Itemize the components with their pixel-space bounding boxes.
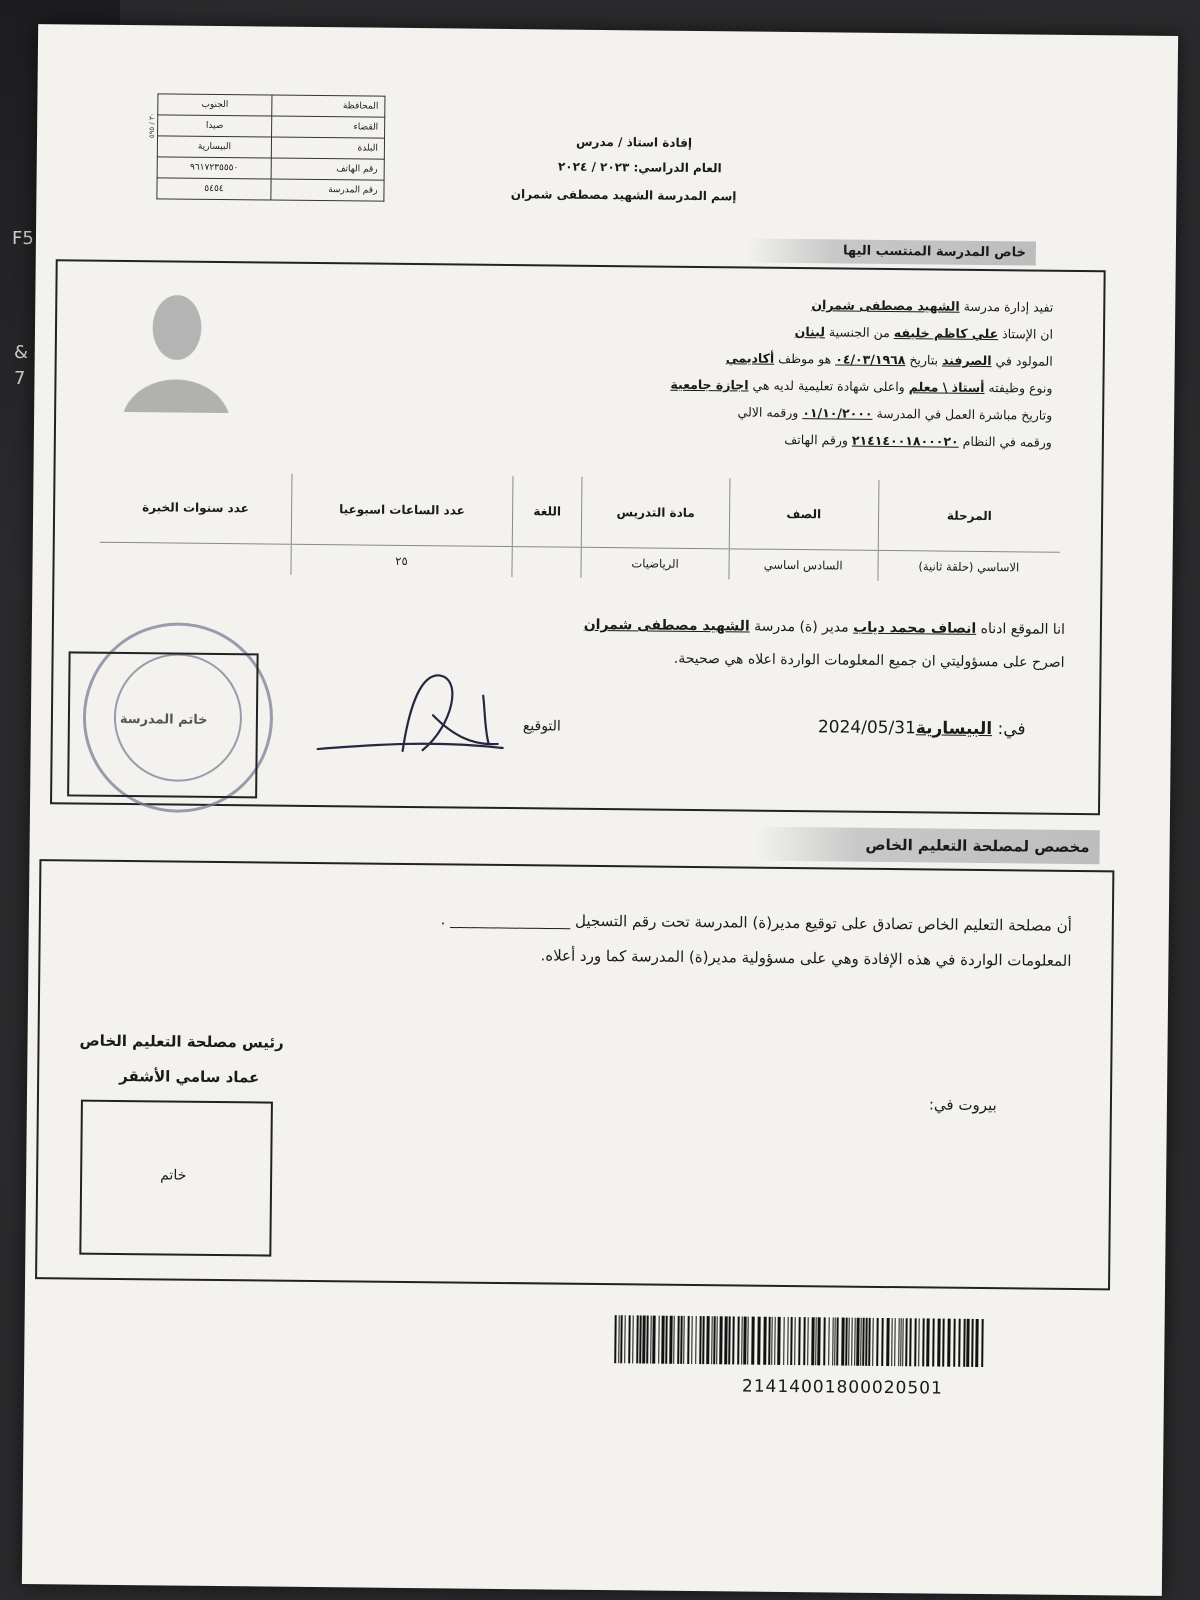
barcode-bar bbox=[966, 1319, 970, 1367]
info-label: القضاء bbox=[272, 116, 385, 138]
barcode-bar bbox=[909, 1318, 912, 1366]
section-school-title: خاص المدرسة المنتسب اليها bbox=[746, 238, 1036, 265]
teaching-header: مادة التدريس bbox=[581, 477, 729, 549]
barcode-bar bbox=[932, 1319, 935, 1367]
barcode-bar bbox=[947, 1319, 951, 1367]
barcode-bar bbox=[905, 1318, 908, 1366]
barcode-bar bbox=[658, 1316, 660, 1364]
info-row bbox=[158, 115, 385, 138]
barcode-bar bbox=[673, 1316, 675, 1364]
school-stamp-label: خاتم المدرسة bbox=[119, 711, 208, 728]
barcode-bar bbox=[958, 1319, 961, 1367]
cert-line-2: ان الإستاذ علي كاظم خليفه من الجنسية لبنان bbox=[794, 324, 1054, 342]
barcode-bar bbox=[971, 1319, 974, 1367]
ministry-stamp-label: خاتم bbox=[160, 1167, 187, 1184]
barcode-bar bbox=[771, 1317, 773, 1365]
declaration-place-date: 2024/05/31 في: البيسارية bbox=[817, 717, 1026, 740]
barcode-bar bbox=[695, 1316, 697, 1364]
barcode-bar bbox=[918, 1318, 920, 1366]
barcode-bar bbox=[798, 1317, 801, 1365]
barcode-bar bbox=[902, 1318, 904, 1366]
barcode-bar bbox=[891, 1318, 893, 1366]
teaching-table bbox=[99, 472, 1060, 583]
barcode-bar bbox=[894, 1318, 896, 1366]
school-stamp-box bbox=[67, 651, 259, 798]
school-section-box bbox=[50, 259, 1106, 815]
barcode-bar bbox=[811, 1317, 815, 1365]
barcode-bar bbox=[848, 1318, 850, 1366]
barcode-bar bbox=[683, 1316, 685, 1364]
teaching-cell: الرياضيات bbox=[581, 547, 729, 579]
barcode-bar bbox=[724, 1316, 728, 1364]
barcode-bar bbox=[794, 1317, 796, 1365]
cert-line-5: وتاريخ مباشرة العمل في المدرسة ٠١/١٠/٢٠٠٠ ورقمه الالي bbox=[737, 404, 1053, 423]
barcode-bar bbox=[747, 1317, 749, 1365]
info-value: صيدا bbox=[158, 115, 272, 137]
teaching-cell bbox=[99, 542, 291, 575]
teaching-header: اللغة bbox=[512, 476, 582, 547]
barcode-bar bbox=[624, 1315, 626, 1363]
barcode-bar bbox=[620, 1315, 623, 1363]
barcode bbox=[614, 1315, 1074, 1368]
head-title: رئيس مصلحة التعليم الخاص bbox=[79, 1031, 284, 1052]
head-name: عماد سامي الأشقر bbox=[119, 1066, 260, 1087]
barcode-bar bbox=[763, 1317, 767, 1365]
barcode-bar bbox=[706, 1316, 710, 1364]
barcode-bar bbox=[886, 1318, 890, 1366]
barcode-bar bbox=[751, 1317, 755, 1365]
teaching-header: الصف bbox=[729, 478, 878, 550]
cert-line-6: ورقمه في النظام ٢١٤١٤٠٠١٨٠٠٠٢٠ ورقم الهاتف bbox=[784, 431, 1052, 450]
info-row bbox=[157, 178, 384, 201]
school-info-table bbox=[156, 93, 385, 201]
cert-line-4: ونوع وظيفته أستاذ \ معلم واعلى شهادة تعليمية لديه هي اجازة جامعية bbox=[670, 376, 1053, 396]
section-ministry-title: مخصص لمصلحة التعليم الخاص bbox=[754, 827, 1099, 865]
ministry-line-1: أن مصلحة التعليم الخاص تصادق على توقيع مدير(ة) المدرسة تحت رقم التسجيل ________________ . bbox=[440, 910, 1072, 935]
barcode-bar bbox=[841, 1318, 845, 1366]
beirut-date-label: بيروت في: bbox=[928, 1095, 997, 1115]
barcode-bar bbox=[652, 1316, 656, 1364]
barcode-bar bbox=[823, 1317, 826, 1365]
barcode-bar bbox=[942, 1319, 945, 1367]
barcode-bar bbox=[646, 1316, 649, 1364]
barcode-bar bbox=[881, 1318, 884, 1366]
school-name-header: إسم المدرسة الشهيد مصطفى شمران bbox=[510, 187, 737, 204]
cert-line-1: تفيد إدارة مدرسة الشهيد مصطفى شمران bbox=[811, 297, 1054, 315]
barcode-bar bbox=[803, 1317, 806, 1365]
barcode-bar bbox=[787, 1317, 789, 1365]
key-7-label: & 7 bbox=[14, 342, 29, 389]
info-row bbox=[158, 94, 385, 117]
teaching-cell: ٢٥ bbox=[291, 544, 513, 577]
barcode-bar bbox=[614, 1315, 617, 1363]
info-row bbox=[157, 157, 384, 180]
barcode-bar bbox=[719, 1316, 723, 1364]
info-label: المحافظة bbox=[272, 95, 385, 117]
barcode-bar bbox=[687, 1316, 690, 1364]
barcode-bar bbox=[665, 1316, 668, 1364]
teaching-cell: السادس اساسي bbox=[729, 549, 878, 581]
academic-year: العام الدراسي: ٢٠٢٣ / ٢٠٢٤ bbox=[557, 159, 722, 176]
barcode-number: 21414001800020501 bbox=[741, 1376, 943, 1399]
barcode-bar bbox=[702, 1316, 705, 1364]
barcode-bar bbox=[691, 1316, 693, 1364]
barcode-bar bbox=[790, 1317, 793, 1365]
barcode-bar bbox=[828, 1317, 830, 1365]
barcode-bar bbox=[669, 1316, 673, 1364]
declaration-line-1: انا الموقع ادناه انصاف محمد دياب مدير (ة) مدرسة الشهيد مصطفى شمران bbox=[583, 616, 1065, 638]
barcode-bar bbox=[981, 1319, 984, 1367]
barcode-bar bbox=[743, 1317, 747, 1365]
info-value: ٥٤٥٤ bbox=[157, 178, 271, 200]
teaching-cell: الاساسي (حلقة ثانية) bbox=[877, 550, 1059, 582]
barcode-bar bbox=[783, 1317, 785, 1365]
barcode-bar bbox=[774, 1317, 776, 1365]
barcode-bar bbox=[851, 1318, 853, 1366]
info-label: رقم المدرسة bbox=[271, 179, 384, 201]
key-f5-label: F5 bbox=[12, 228, 34, 249]
barcode-bar bbox=[836, 1318, 839, 1366]
signature-label: التوقيع bbox=[522, 718, 561, 735]
barcode-bar bbox=[868, 1318, 871, 1366]
ministry-section-box bbox=[35, 859, 1114, 1290]
barcode-bar bbox=[728, 1316, 731, 1364]
barcode-bar bbox=[914, 1318, 917, 1366]
barcode-bar bbox=[926, 1318, 930, 1366]
ministry-stamp-box bbox=[79, 1100, 273, 1257]
barcode-bar bbox=[872, 1318, 874, 1366]
teacher-photo bbox=[116, 287, 237, 413]
barcode-bar bbox=[732, 1316, 735, 1364]
barcode-bar bbox=[937, 1319, 941, 1367]
document-page bbox=[22, 24, 1178, 1596]
barcode-bar bbox=[628, 1315, 631, 1363]
corner-code: ٣٠ / ٥٩٥ bbox=[147, 112, 157, 139]
barcode-bar bbox=[632, 1315, 634, 1363]
barcode-bar bbox=[817, 1317, 821, 1365]
info-label: البلدة bbox=[271, 137, 384, 159]
info-value: البيسارية bbox=[157, 136, 271, 158]
declaration-line-2: اصرح على مسؤوليتي ان جميع المعلومات الواردة اعلاه هي صحيحة. bbox=[673, 650, 1065, 671]
barcode-bar bbox=[716, 1316, 718, 1364]
barcode-bar bbox=[876, 1318, 879, 1366]
barcode-bar bbox=[953, 1319, 956, 1367]
barcode-bar bbox=[661, 1316, 665, 1364]
barcode-bar bbox=[737, 1316, 740, 1364]
barcode-bar bbox=[777, 1317, 781, 1365]
cert-line-3: المولود في الصرفند بتاريخ ٠٤/٠٣/١٩٦٨ هو موظف أكاديمي bbox=[725, 350, 1053, 369]
teaching-cell bbox=[512, 547, 581, 578]
info-value: ٩٦١٧٢٣٥٥٥٠ bbox=[157, 157, 271, 179]
teaching-header: عدد الساعات اسبوعيا bbox=[291, 474, 513, 547]
teaching-header: المرحلة bbox=[878, 480, 1061, 552]
info-value: الجنوب bbox=[158, 94, 272, 116]
barcode-bar bbox=[757, 1317, 761, 1365]
info-label: رقم الهاتف bbox=[271, 158, 384, 180]
barcode-bar bbox=[856, 1318, 860, 1366]
info-row bbox=[157, 136, 384, 159]
barcode-bar bbox=[975, 1319, 979, 1367]
ministry-line-2: المعلومات الواردة في هذه الإفادة وهي على مسؤولية مدير(ة) المدرسة كما ورد أعلاه. bbox=[540, 946, 1072, 970]
barcode-bar bbox=[807, 1317, 809, 1365]
teaching-header: عدد سنوات الخبرة bbox=[142, 500, 249, 516]
principal-signature bbox=[312, 654, 513, 766]
document-title: إفادة استاذ / مدرس bbox=[575, 134, 693, 150]
barcode-bar bbox=[642, 1315, 646, 1363]
barcode-bar bbox=[922, 1318, 925, 1366]
